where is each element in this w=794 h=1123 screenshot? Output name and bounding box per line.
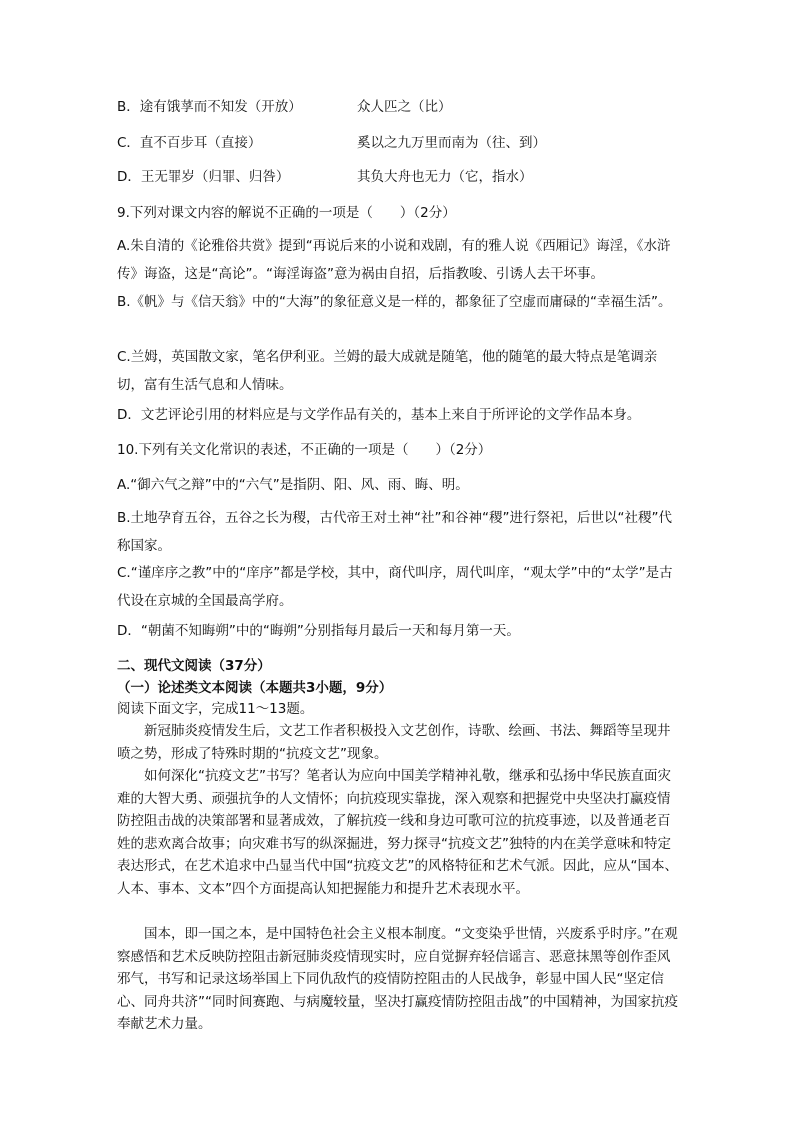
passage-paragraph-3: 国本，即一国之本，是中国特色社会主义根本制度。“文变染乎世情，兴废系乎时序。”在观察感悟和艺术反映防控阻击新冠肺炎疫情现实时，应自觉摒弃轻信谣言、恶意抹黑等创作歪风邪气，书写和记录这场举国上下同仇敌忾的疫情防控阻击的人民战争，彰显中国人民“坚定信心、同舟共济”“同时间赛跑、与病魔较量，坚决打赢疫情防控阻击战”的中国精神，为国家抗疫奉献艺术力量。 bbox=[117, 926, 678, 1032]
q9-option-a: A.朱自清的《论雅俗共赏》提到“再说后来的小说和戏剧，有的雅人说《西厢记》诲淫，《水浒传》诲盗，这是“高论”。“诲淫诲盗”意为祸由自招，后指教唆、引诱人去干坏事。 bbox=[117, 238, 671, 282]
q9-option-d: D．文艺评论引用的材料应是与文学作品有关的，基本上来自于所评论的文学作品本身。 bbox=[117, 407, 641, 423]
q10-stem: 10.下列有关文化常识的表述，不正确的一项是（ ）（2分） bbox=[117, 442, 492, 458]
q10-option-a: A.“御六气之辩”中的“六气”是指阴、阳、风、雨、晦、明。 bbox=[117, 477, 469, 493]
option-c-right: 奚以之九万里而南为（往、到） bbox=[357, 135, 546, 151]
q9-stem: 9.下列对课文内容的解说不正确的一项是（ ）（2分） bbox=[117, 205, 456, 221]
passage-paragraph-1: 新冠肺炎疫情发生后，文艺工作者积极投入文艺创作，诗歌、绘画、书法、舞蹈等呈现井喷之势，形成了特殊时期的“抗疫文艺”现象。 bbox=[117, 723, 671, 762]
q10-option-d: D．“朝菌不知晦朔”中的“晦朔”分别指每月最后一天和每月第一天。 bbox=[117, 623, 520, 639]
option-d-right: 其负大舟也无力（它，指水） bbox=[357, 169, 533, 185]
option-d-left: D．王无罪岁（归罪、归咎） bbox=[117, 169, 290, 185]
q9-option-c: C.兰姆，英国散文家，笔名伊利亚。兰姆的最大成就是随笔，他的随笔的最大特点是笔调亲切，富有生活气息和人情味。 bbox=[117, 349, 658, 393]
q10-option-b: B.土地孕育五谷，五谷之长为稷，古代帝王对土神“社”和谷神“稷”进行祭祀，后世以“社稷”代称国家。 bbox=[117, 510, 673, 554]
passage-paragraph-2: 如何深化“抗疫文艺”书写？笔者认为应向中国美学精神礼敬，继承和弘扬中华民族直面灾难的大智大勇、顽强抗争的人文情怀；向抗疫现实靠拢，深入观察和把握党中央坚决打赢疫情防控阻击战的决策部署和显著成效，了解抗疫一线和身边可歌可泣的抗疫事迹，以及普通老百姓的悲欢离合故事；向灾难书写的纵深掘进，努力探寻“抗疫文艺”独特的内在美学意味和特定表达形式，在艺术追求中凸显当代中国“抗疫文艺”的风格特征和艺术气派。因此，应从“国本、人本、事本、文本”四个方面提高认知把握能力和提升艺术表现水平。 bbox=[117, 768, 678, 897]
q10-option-c: C.“谨庠序之教”中的“庠序”都是学校，其中，商代叫序，周代叫庠，“观太学”中的“太学”是古代设在京城的全国最高学府。 bbox=[117, 565, 673, 609]
section-heading: 二、现代文阅读（37分） bbox=[117, 658, 271, 674]
option-b-right: 众人匹之（比） bbox=[357, 99, 452, 115]
option-c-left: C．直不百步耳（直接） bbox=[117, 135, 262, 151]
sub-section-heading: （一）论述类文本阅读（本题共3小题，9分） bbox=[117, 680, 393, 696]
option-b-left: B．途有饿莩而不知发（开放） bbox=[117, 99, 302, 115]
reading-instruction: 阅读下面文字，完成11～13题。 bbox=[117, 701, 314, 717]
q9-option-b: B.《帆》与《信天翁》中的“大海”的象征意义是一样的，都象征了空虚而庸碌的“幸福生活”。 bbox=[117, 294, 672, 310]
